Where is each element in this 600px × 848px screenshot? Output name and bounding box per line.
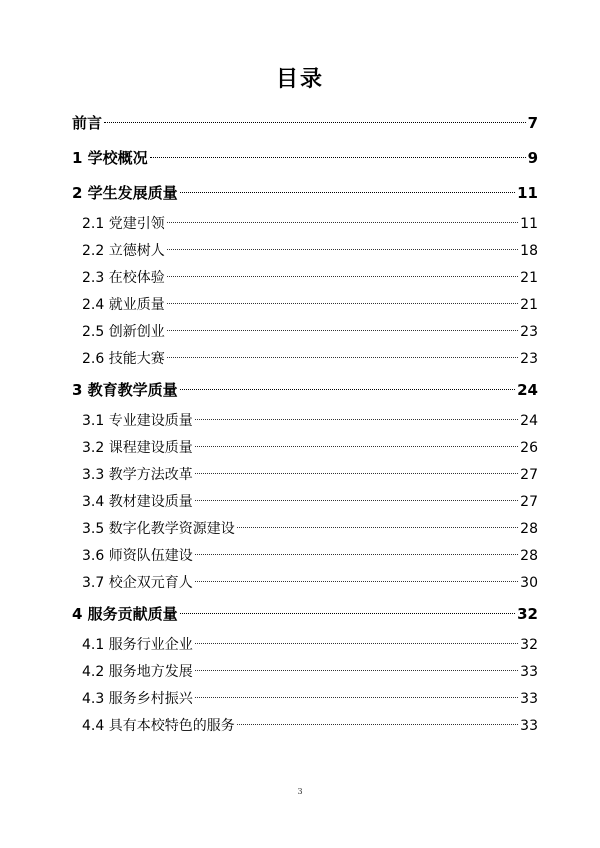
toc-entry-section[interactable]	[72, 632, 538, 659]
toc-title: 目录	[275, 67, 324, 92]
toc-dot-leader	[167, 330, 518, 331]
toc-entry-page-number: 33	[520, 718, 538, 734]
toc-entry-page-number: 27	[520, 467, 538, 483]
toc-entry-chapter[interactable]	[72, 176, 538, 211]
toc-dot-leader	[167, 357, 518, 358]
toc-entry-page-number: 30	[520, 575, 538, 591]
toc-entry-label: 2.1 党建引领	[82, 216, 165, 232]
toc-dot-leader	[195, 643, 518, 644]
toc-dot-leader	[195, 473, 518, 474]
toc-entry-section[interactable]	[72, 292, 538, 319]
toc-entry-label: 3 教育教学质量	[72, 381, 178, 399]
toc-dot-leader	[195, 670, 518, 671]
toc-entry-page-number: 11	[517, 184, 538, 202]
toc-entry-section[interactable]	[72, 435, 538, 462]
toc-entry-page-number: 26	[520, 440, 538, 456]
toc-entry-label: 2.5 创新创业	[82, 324, 165, 340]
toc-entry-label: 1 学校概况	[72, 149, 148, 167]
toc-entry-section[interactable]	[72, 516, 538, 543]
toc-entry-page-number: 7	[527, 114, 538, 132]
toc-entry-section[interactable]	[72, 319, 538, 346]
toc-entry-chapter[interactable]	[72, 373, 538, 408]
toc-entry-label: 4.2 服务地方发展	[82, 664, 193, 680]
toc-entry-label: 4.3 服务乡村振兴	[82, 691, 193, 707]
toc-dot-leader	[150, 157, 526, 158]
toc-entry-section[interactable]	[72, 489, 538, 516]
toc-entry-label: 2 学生发展质量	[72, 184, 178, 202]
toc-dot-leader	[167, 303, 518, 304]
toc-entry-chapter[interactable]	[72, 141, 538, 176]
toc-entry-label: 3.4 教材建设质量	[82, 494, 193, 510]
toc-dot-leader	[180, 192, 515, 193]
toc-entry-page-number: 33	[520, 691, 538, 707]
toc-entry-label: 3.7 校企双元育人	[82, 575, 193, 591]
toc-dot-leader	[237, 527, 518, 528]
toc-list	[72, 106, 538, 740]
toc-dot-leader	[167, 249, 518, 250]
toc-dot-leader	[180, 389, 515, 390]
toc-entry-section[interactable]	[72, 238, 538, 265]
toc-entry-section[interactable]	[72, 462, 538, 489]
toc-entry-page-number: 23	[520, 324, 538, 340]
toc-entry-section[interactable]	[72, 570, 538, 597]
toc-entry-page-number: 32	[520, 637, 538, 653]
toc-entry-section[interactable]	[72, 713, 538, 740]
toc-entry-label: 4.1 服务行业企业	[82, 637, 193, 653]
toc-entry-page-number: 27	[520, 494, 538, 510]
toc-entry-page-number: 9	[527, 149, 538, 167]
toc-entry-label: 2.6 技能大赛	[82, 351, 165, 367]
toc-entry-label: 2.2 立德树人	[82, 243, 165, 259]
toc-entry-chapter[interactable]	[72, 597, 538, 632]
toc-dot-leader	[195, 554, 518, 555]
toc-entry-page-number: 18	[520, 243, 538, 259]
toc-dot-leader	[237, 724, 518, 725]
toc-entry-label: 4.4 具有本校特色的服务	[82, 718, 235, 734]
toc-dot-leader	[180, 613, 515, 614]
toc-entry-label: 4 服务贡献质量	[72, 605, 178, 623]
toc-dot-leader	[195, 581, 518, 582]
toc-entry-label: 3.6 师资队伍建设	[82, 548, 193, 564]
toc-entry-page-number: 28	[520, 548, 538, 564]
toc-dot-leader	[167, 276, 518, 277]
toc-entry-section[interactable]	[72, 265, 538, 292]
toc-dot-leader	[195, 446, 518, 447]
toc-dot-leader	[167, 222, 518, 223]
toc-entry-page-number: 28	[520, 521, 538, 537]
toc-entry-page-number: 21	[520, 270, 538, 286]
toc-entry-label: 2.4 就业质量	[82, 297, 165, 313]
toc-entry-label: 2.3 在校体验	[82, 270, 165, 286]
toc-entry-chapter[interactable]	[72, 106, 538, 141]
toc-entry-page-number: 33	[520, 664, 538, 680]
toc-entry-section[interactable]	[72, 659, 538, 686]
toc-entry-section[interactable]	[72, 346, 538, 373]
toc-entry-section[interactable]	[72, 686, 538, 713]
toc-entry-page-number: 23	[520, 351, 538, 367]
toc-dot-leader	[104, 122, 526, 123]
toc-entry-section[interactable]	[72, 543, 538, 570]
page-number: 3	[297, 787, 303, 796]
toc-entry-page-number: 11	[520, 216, 538, 232]
toc-dot-leader	[195, 500, 518, 501]
toc-dot-leader	[195, 419, 518, 420]
toc-entry-page-number: 32	[517, 605, 538, 623]
toc-entry-label: 3.1 专业建设质量	[82, 413, 193, 429]
toc-entry-label: 3.3 教学方法改革	[82, 467, 193, 483]
toc-entry-label: 3.2 课程建设质量	[82, 440, 193, 456]
toc-entry-label: 前言	[72, 114, 103, 132]
toc-entry-section[interactable]	[72, 408, 538, 435]
toc-entry-page-number: 24	[517, 381, 538, 399]
toc-dot-leader	[195, 697, 518, 698]
toc-entry-page-number: 24	[520, 413, 538, 429]
toc-entry-label: 3.5 数字化教学资源建设	[82, 521, 235, 537]
toc-entry-page-number: 21	[520, 297, 538, 313]
toc-entry-section[interactable]	[72, 211, 538, 238]
